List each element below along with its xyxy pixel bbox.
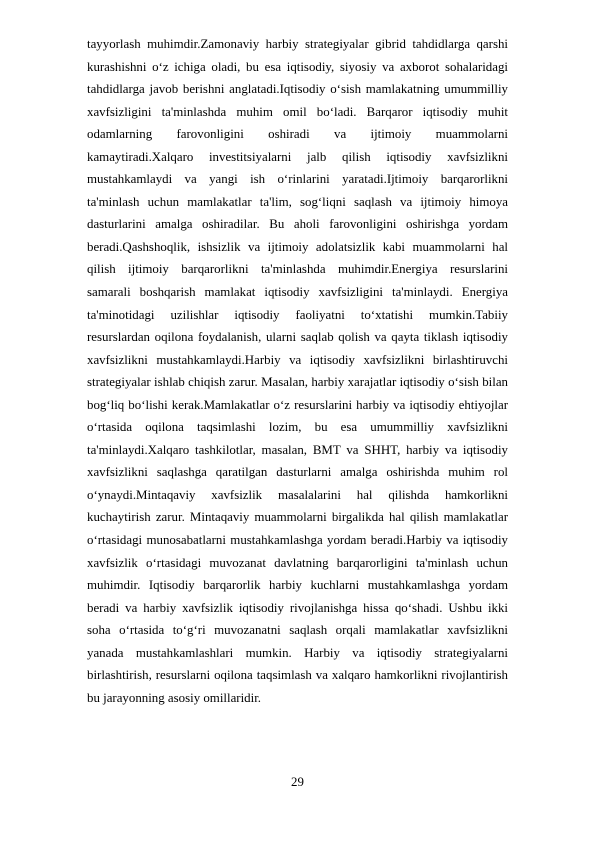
body-paragraph: tayyorlash muhimdir.Zamonaviy harbiy strategiyalar gibrid tahdidlarga qarshi kurashishni o‘z ichiga oladi, bu esa iqtisodiy, siyosiy va axborot sohalaridagi tahdidlarga javob berishni anglatadi.Iqtisodiy o‘sish mamlakatning umummilliy xavfsizligini ta'minlashda muhim omil bo‘ladi. Barqaror iqtisodiy muhit odamlarning farovonligini oshiradi va ijtimoiy muammolarni kamaytiradi.Xalqaro investitsiyalarni jalb qilish iqtisodiy xavfsizlikni mustahkamlaydi va yangi ish o‘rinlarini yaratadi.Ijtimoiy barqarorlikni ta'minlash uchun mamlakatlar ta'lim, sog‘liqni saqlash va ijtimoiy himoya dasturlarini amalga oshiradilar. Bu aholi farovonligini oshirishga yordam beradi.Qashshoqlik, ishsizlik va ijtimoiy adolatsizlik kabi muammolarni hal qilish ijtimoiy barqarorlikni ta'minlashda muhimdir.Energiya resurslarini samarali boshqarish mamlakat iqtisodiy xavfsizligini ta'minlaydi. Energiya ta'minotidagi uzilishlar iqtisodiy faoliyatni to‘xtatishi mumkin.Tabiiy resurslardan oqilona foydalanish, ularni saqlab qolish va qayta tiklash iqtisodiy xavfsizlikni mustahkamlaydi.Harbiy va iqtisodiy xavfsizlikni birlashtiruvchi strategiyalar ishlab chiqish zarur. Masalan, harbiy xarajatlar iqtisodiy o‘sish bilan bog‘liq bo‘lishi kerak.Mamlakatlar o‘z resurslarini harbiy va iqtisodiy ehtiyojlar o‘rtasida oqilona taqsimlashi lozim, bu esa umummilliy xavfsizlikni ta'minlaydi.Xalqaro tashkilotlar, masalan, BMT va SHHT, harbiy va iqtisodiy xavfsizlikni saqlashga qaratilgan dasturlarni amalga oshirishda muhim rol o‘ynaydi.Mintaqaviy xavfsizlik masalalarini hal qilishda hamkorlikni kuchaytirish zarur. Mintaqaviy muammolarni birgalikda hal qilish mamlakatlar o‘rtasidagi munosabatlarni mustahkamlashga yordam beradi.Harbiy va iqtisodiy xavfsizlik o‘rtasidagi muvozanat davlatning barqarorligini ta'minlash uchun muhimdir. Iqtisodiy barqarorlik harbiy kuchlarni mustahkamlashga yordam beradi va harbiy xavfsizlik iqtisodiy rivojlanishga hissa qo‘shadi. Ushbu ikki soha o‘rtasida to‘g‘ri muvozanatni saqlash orqali mamlakatlar xavfsizlikni yanada mustahkamlashlari mumkin. Harbiy va iqtisodiy strategiyalarni birlashtirish, resurslarni oqilona taqsimlash va xalqaro hamkorlikni rivojlantirish bu jarayonning asosiy omillaridir. — [87, 37, 508, 705]
page-number: 29 — [291, 775, 304, 789]
